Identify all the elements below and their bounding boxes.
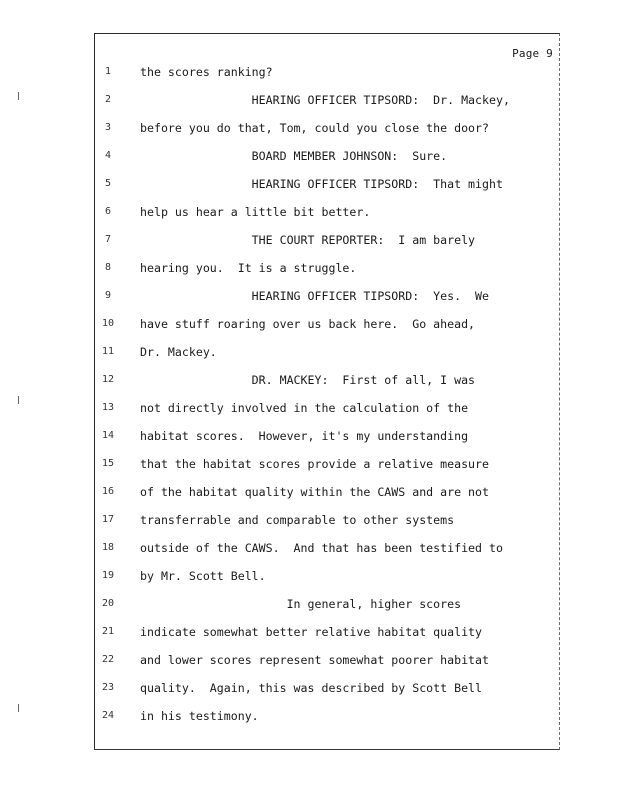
line-number: 18 [101, 542, 115, 553]
transcript-line [95, 456, 559, 484]
line-text: before you do that, Tom, could you close the door? [140, 121, 490, 135]
line-text: that the habitat scores provide a relative measure [140, 457, 490, 471]
transcript-line [95, 372, 559, 400]
line-text: habitat scores. However, it's my understanding [140, 429, 469, 443]
transcript-line [95, 540, 559, 568]
line-number: 14 [101, 430, 115, 441]
transcript-line [95, 624, 559, 652]
line-text: DR. MACKEY: First of all, I was [140, 373, 476, 387]
line-text: hearing you. It is a struggle. [140, 261, 357, 275]
line-number: 15 [101, 458, 115, 469]
transcript-line [95, 428, 559, 456]
line-text: indicate somewhat better relative habitat quality [140, 625, 483, 639]
line-text: HEARING OFFICER TIPSORD: That might [140, 177, 503, 191]
margin-mark [18, 92, 22, 100]
line-text: and lower scores represent somewhat poorer habitat [140, 653, 490, 667]
line-number: 19 [101, 570, 115, 581]
transcript-line [95, 92, 559, 120]
line-text: the scores ranking? [140, 65, 273, 79]
transcript-line [95, 148, 559, 176]
line-text: not directly involved in the calculation of the [140, 401, 469, 415]
transcript-line [95, 288, 559, 316]
transcript-line [95, 708, 559, 736]
line-number: 21 [101, 626, 115, 637]
line-number: 8 [104, 262, 112, 273]
transcript-line [95, 568, 559, 596]
line-number: 7 [104, 234, 112, 245]
line-number: 2 [104, 94, 112, 105]
transcript-line [95, 400, 559, 428]
transcript-line [95, 344, 559, 372]
line-text: of the habitat quality within the CAWS and are not [140, 485, 490, 499]
transcript-line [95, 176, 559, 204]
line-number: 5 [104, 178, 112, 189]
line-text: HEARING OFFICER TIPSORD: Dr. Mackey, [140, 93, 510, 107]
line-number: 11 [101, 346, 115, 357]
margin-mark [18, 704, 22, 712]
line-number: 1 [104, 66, 112, 77]
line-text: help us hear a little bit better. [140, 205, 371, 219]
line-text: HEARING OFFICER TIPSORD: Yes. We [140, 289, 490, 303]
line-number: 23 [101, 682, 115, 693]
margin-mark [18, 396, 22, 404]
line-text: In general, higher scores [140, 597, 462, 611]
line-text: have stuff roaring over us back here. Go ahead, [140, 317, 476, 331]
line-text: Dr. Mackey. [140, 345, 217, 359]
transcript-line [95, 680, 559, 708]
line-number: 24 [101, 710, 115, 721]
line-number: 12 [101, 374, 115, 385]
page-number: Page 9 [512, 47, 553, 60]
line-number: 13 [101, 402, 115, 413]
line-text: BOARD MEMBER JOHNSON: Sure. [140, 149, 448, 163]
line-number: 16 [101, 486, 115, 497]
line-number: 20 [101, 598, 115, 609]
transcript-line [95, 596, 559, 624]
transcript-line [95, 512, 559, 540]
transcript-line [95, 120, 559, 148]
line-number: 22 [101, 654, 115, 665]
line-number: 17 [101, 514, 115, 525]
line-number: 4 [104, 150, 112, 161]
transcript-line [95, 64, 559, 92]
transcript-line [95, 484, 559, 512]
transcript-line [95, 316, 559, 344]
line-number: 9 [104, 290, 112, 301]
line-number: 10 [101, 318, 115, 329]
line-text: in his testimony. [140, 709, 259, 723]
line-text: THE COURT REPORTER: I am barely [140, 233, 476, 247]
transcript-line [95, 652, 559, 680]
transcript-line [95, 260, 559, 288]
transcript-line [95, 204, 559, 232]
line-text: by Mr. Scott Bell. [140, 569, 266, 583]
line-text: transferrable and comparable to other systems [140, 513, 455, 527]
line-text: outside of the CAWS. And that has been testified to [140, 541, 503, 555]
transcript-page [94, 33, 560, 750]
transcript-line [95, 232, 559, 260]
line-number: 3 [104, 122, 112, 133]
line-text: quality. Again, this was described by Scott Bell [140, 681, 483, 695]
line-number: 6 [104, 206, 112, 217]
